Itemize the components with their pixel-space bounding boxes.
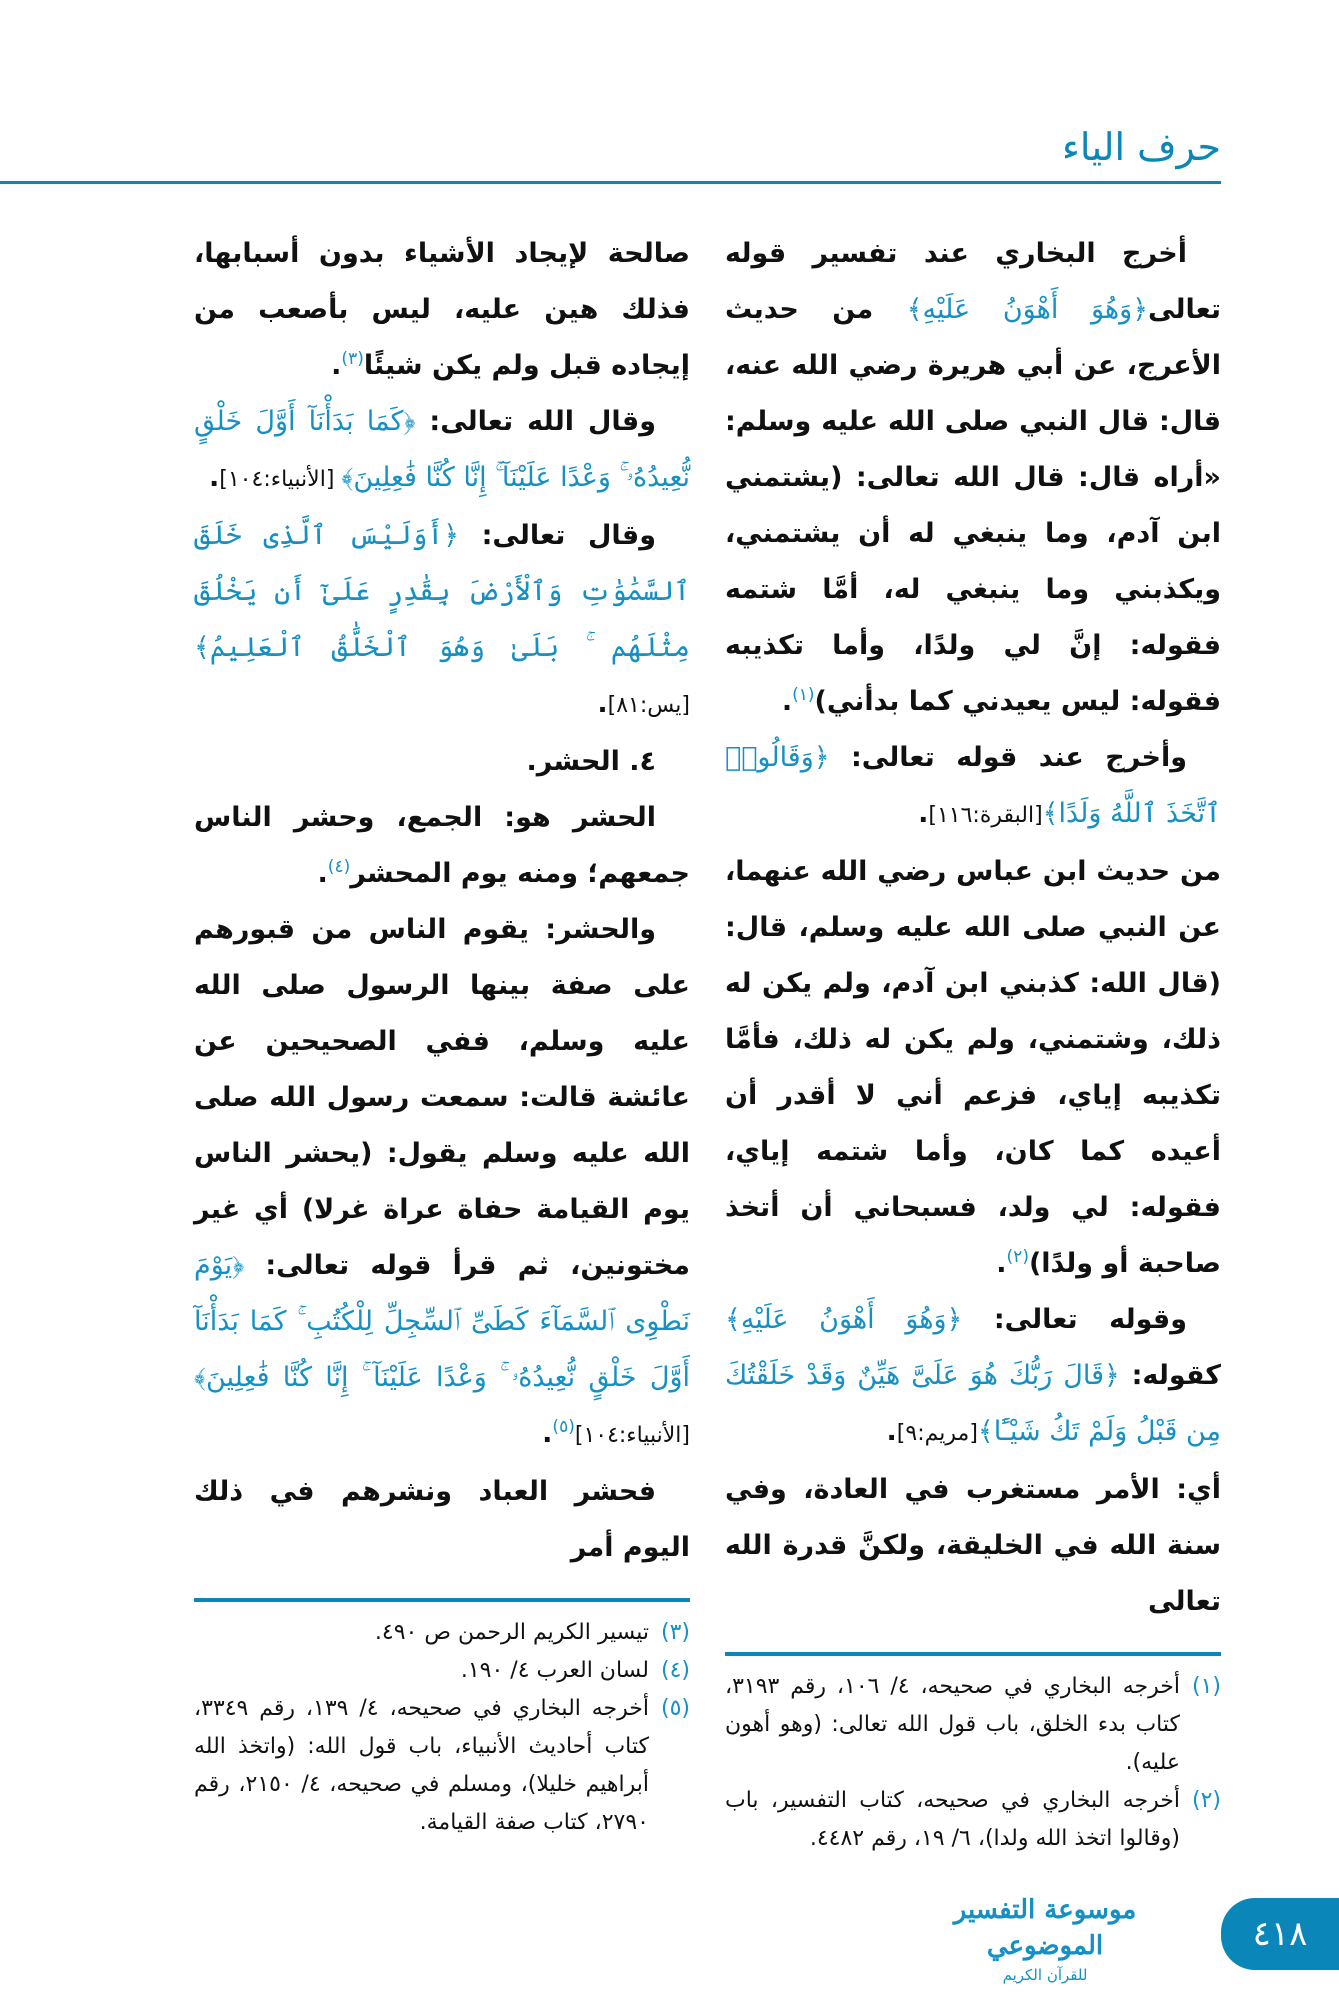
paragraph-text: صالحة لإيجاد الأشياء بدون أسبابها، فذلك هين عليه، ليس بأصعب من إيجاده قبل ولم يكن شيئًا: [194, 238, 690, 381]
paragraph-text: .: [317, 858, 328, 889]
footnote-marker: (٣): [341, 349, 364, 369]
paragraph-text: فحشر العباد ونشرهم في ذلك اليوم أمر: [194, 1476, 690, 1563]
paragraph: [194, 734, 690, 790]
footnote-marker: (١): [792, 685, 815, 705]
footnote-number: (٣): [660, 1620, 690, 1645]
footnote-text: أخرجه البخاري في صحيحه، ٤/ ١٣٩، رقم ٣٣٤٩، كتاب أحاديث الأنبياء، باب قول الله: (واتخذ الله أبراهيم خليلا)، ومسلم في صحيحه، ٤/ ٢١٥٠، رقم ٢٧٩٠، كتاب صفة القيامة.: [194, 1696, 650, 1835]
paragraph-text: وأخرج عند قوله تعالى:: [829, 742, 1187, 773]
right-column-block: [725, 226, 1221, 1858]
quran-verse: ﴿وَهُوَ أَهْوَنُ عَلَيْهِ﴾: [906, 294, 1149, 325]
quran-verse: ﴿وَقَالُوا۟ ٱتَّخَذَ ٱللَّهُ وَلَدًا﴾: [725, 742, 1221, 829]
footnote: [194, 1614, 690, 1652]
paragraph-text: .: [886, 1416, 897, 1447]
footnote-marker: (٢): [1006, 1247, 1029, 1267]
logo-subtitle: للقرآن الكريم: [1002, 1966, 1088, 1984]
paragraph-text: كقوله:: [1119, 1360, 1221, 1391]
footnote: [194, 1690, 690, 1842]
paragraph: [194, 508, 690, 734]
verse-reference: [الأنبياء:١٠٤]: [219, 467, 342, 492]
paragraph-text: .: [781, 686, 793, 717]
paragraph-text: .: [996, 1248, 1007, 1279]
footnote-number: (٢): [1191, 1788, 1221, 1813]
paragraph: [194, 226, 690, 394]
page-header: [0, 0, 1339, 186]
page-number: ٤١٨: [1221, 1898, 1339, 1970]
header-divider: [0, 181, 1221, 184]
left-column-block: [194, 226, 690, 1842]
paragraph-text: وقال الله تعالى:: [415, 406, 656, 437]
footnote-marker: (٤): [327, 857, 351, 877]
paragraph: [725, 1292, 1221, 1462]
footnote-number: (١): [1191, 1674, 1221, 1699]
footnote-number: (٥): [660, 1696, 690, 1721]
footnote-number: (٤): [660, 1658, 690, 1683]
paragraph-text: .: [542, 1418, 553, 1449]
footnotes-left: [194, 1614, 690, 1842]
footnote-text: لسان العرب ٤/ ١٩٠.: [460, 1658, 649, 1683]
quran-verse: ﴿قَالَ رَبُّكَ هُوَ عَلَىَّ هَيِّنٌ وَقَدْ خَلَقْتُكَ مِن قَبْلُ وَلَمْ تَكُ شَيْـًٔا﴾: [725, 1360, 1221, 1447]
verse-reference: [مريم:٩]: [896, 1421, 978, 1446]
quran-verse: ﴿كَمَا بَدَأْنَآ أَوَّلَ خَلْقٍ نُّعِيدُهُۥ ۚ وَعْدًا عَلَيْنَآ ۚ إِنَّا كُنَّا فَٰعِلِينَ﴾: [194, 406, 690, 493]
paragraph: [725, 844, 1221, 1292]
paragraph: [725, 226, 1221, 730]
paragraph: [194, 790, 690, 902]
paragraph-text: الحشر هو: الجمع، وحشر الناس جمعهم؛ ومنه يوم المحشر: [194, 802, 690, 889]
encyclopedia-logo: [900, 1892, 1190, 1986]
verse-reference: [الأنبياء:١٠٤]: [574, 1423, 690, 1448]
paragraph-text: من حديث ابن عباس رضي الله عنهما، عن النبي صلى الله عليه وسلم، قال: (قال الله: كذبني ابن آدم، ولم يكن له ذلك، وشتمني، ولم يكن له ذلك، فأمَّا تكذيبه إياي، فزعم أني لا أقدر أن أعيده كما كان، وأما شتمه إياي، فقوله: لي ولد، فسبحاني أن أتخذ صاحبة أو ولدًا): [725, 856, 1221, 1279]
paragraph-text: أخرج البخاري عند تفسير قوله تعالى: [725, 238, 1222, 325]
footnote: [194, 1652, 690, 1690]
footnote-text: أخرجه البخاري في صحيحه، كتاب التفسير، باب (وقالوا اتخذ الله ولدا)، ٦/ ١٩، رقم ٤٤٨٢.: [725, 1788, 1180, 1851]
paragraph-text: أي: الأمر مستغرب في العادة، وفي سنة الله في الخليقة، ولكنَّ قدرة الله تعالى: [725, 1474, 1221, 1617]
paragraph-text: ٤. الحشر.: [526, 746, 656, 777]
paragraph: [725, 1462, 1221, 1630]
quran-verse: ﴿أَوَلَيْسَ ٱلَّذِى خَلَقَ ٱلسَّمَٰوَٰتِ وَٱلْأَرْضَ بِقَٰدِرٍ عَلَىٰٓ أَن يَخْلُقَ مِثْلَهُم ۚ بَلَىٰ وَهُوَ ٱلْخَلَّٰقُ ٱلْعَلِيمُ﴾: [194, 520, 690, 663]
footnote: [725, 1668, 1221, 1782]
paragraph-text: .: [331, 350, 342, 381]
footnote-text: أخرجه البخاري في صحيحه، ٤/ ١٠٦، رقم ٣١٩٣، كتاب بدء الخلق، باب قول الله تعالى: (وهو أهون عليه).: [725, 1674, 1181, 1775]
right-text-column: [725, 226, 1221, 1630]
paragraph-text: .: [597, 688, 608, 719]
page-footer: [0, 1888, 1339, 2008]
footnote-divider-right: [725, 1652, 1221, 1656]
paragraph: [194, 902, 690, 1464]
paragraph-text: والحشر: يقوم الناس من قبورهم على صفة بينها الرسول صلى الله عليه وسلم، ففي الصحيحين عن عائشة قالت: سمعت رسول الله صلى الله عليه وسلم يقول: (يحشر الناس يوم القيامة حفاة عراة غرلا) أي غير مختونين، ثم قرأ قوله تعالى:: [194, 914, 690, 1281]
paragraph: [194, 1464, 690, 1576]
footnote: [725, 1782, 1221, 1858]
paragraph-text: وقوله تعالى:: [962, 1304, 1187, 1335]
footnote-divider-left: [194, 1598, 690, 1602]
paragraph-text: من حديث الأعرج، عن أبي هريرة رضي الله عنه، قال: قال النبي صلى الله عليه وسلم: «أراه قال: قال الله تعالى: (يشتمني ابن آدم، وما ينبغي له أن يشتمني، ويكذبني وما ينبغي له، أمَّا شتمه فقوله: إنَّ لي ولدًا، وأما تكذيبه فقوله: ليس يعيدني كما بدأني): [725, 294, 1221, 717]
quran-verse: ﴿وَهُوَ أَهْوَنُ عَلَيْهِ﴾: [725, 1304, 963, 1335]
paragraph-text: وقال تعالى:: [459, 520, 656, 551]
footnote-text: تيسير الكريم الرحمن ص ٤٩٠.: [374, 1620, 649, 1645]
paragraph-text: .: [918, 798, 929, 829]
paragraph: [194, 394, 690, 508]
paragraph-text: .: [209, 462, 220, 493]
chapter-title: حرف الياء: [1062, 125, 1221, 169]
left-text-column: [194, 226, 690, 1576]
footnotes-right: [725, 1668, 1221, 1858]
logo-title: موسوعة التفسير الموضوعي: [953, 1895, 1137, 1961]
verse-reference: [البقرة:١١٦]: [928, 803, 1043, 828]
page-columns: [194, 226, 1221, 1858]
quran-verse: ﴿يَوْمَ نَطْوِى ٱلسَّمَآءَ كَطَىِّ ٱلسِّجِلِّ لِلْكُتُبِ ۚ كَمَا بَدَأْنَآ أَوَّلَ خَلْقٍ نُّعِيدُهُۥ ۚ وَعْدًا عَلَيْنَآ ۚ إِنَّا كُنَّا فَٰعِلِينَ﴾: [194, 1250, 690, 1393]
verse-reference: [يس:٨١]: [607, 693, 690, 718]
footnote-marker: (٥): [552, 1417, 575, 1437]
paragraph: [725, 730, 1221, 844]
